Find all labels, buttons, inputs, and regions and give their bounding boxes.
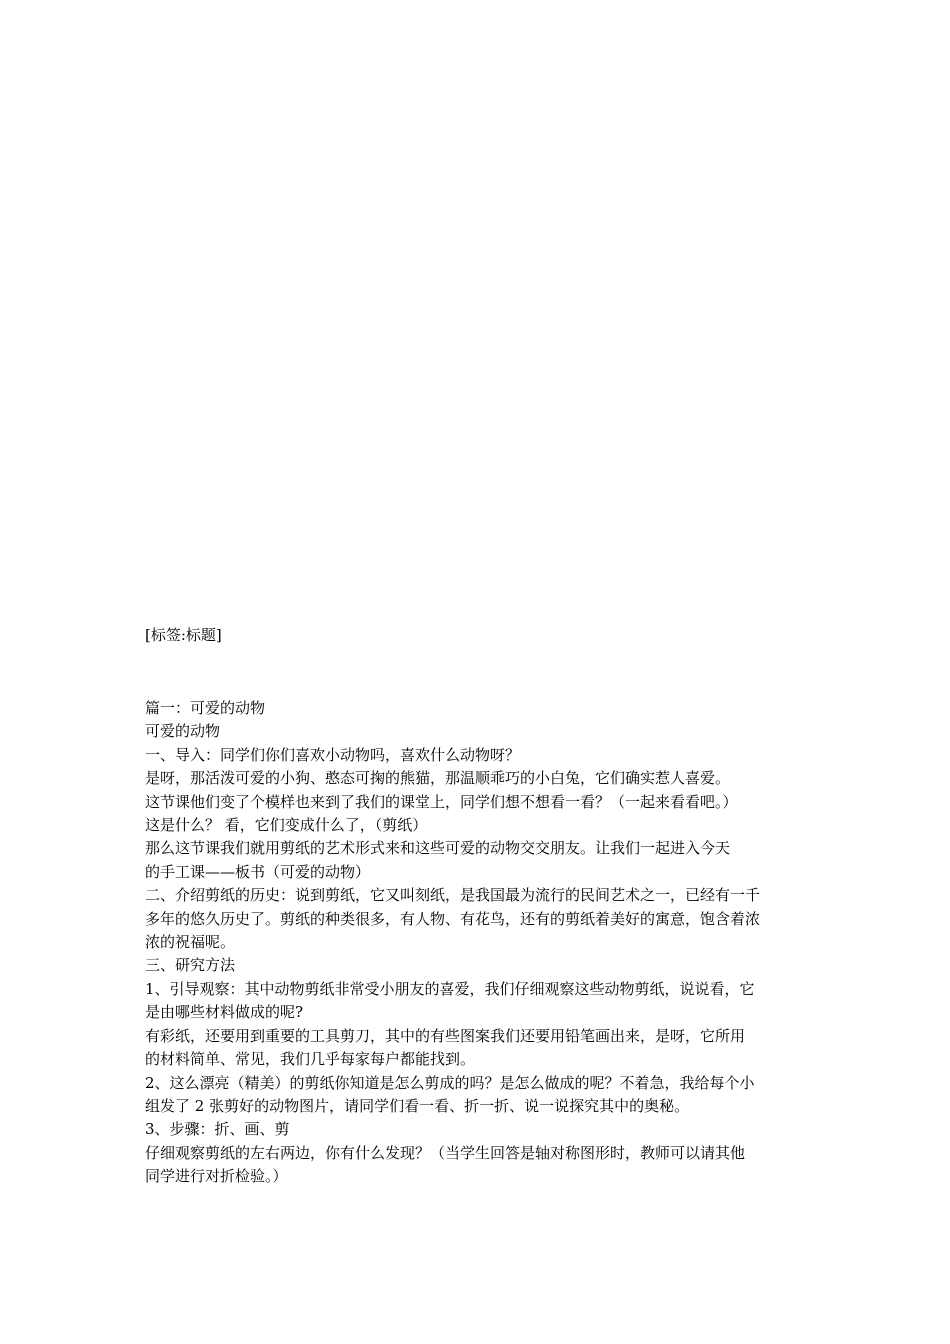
tag-label: [标签:标题]	[145, 626, 222, 644]
step-observe: 1、引导观察：其中动物剪纸非常受小朋友的喜爱，我们仔细观察这些动物剪纸，说说看，它	[145, 979, 755, 998]
paragraph-line: 有彩纸，还要用到重要的工具剪刀，其中的有些图案我们还要用铅笔画出来，是呀，它所用	[145, 1026, 746, 1045]
section-methods: 三、研究方法	[145, 956, 236, 975]
paragraph-line: 多年的悠久历史了。剪纸的种类很多，有人物、有花鸟，还有的剪纸着美好的寓意，饱含着浓	[145, 909, 761, 928]
paragraph-line: 仔细观察剪纸的左右两边，你有什么发现？（当学生回答是轴对称图形时，教师可以请其他	[145, 1143, 746, 1162]
paragraph-line: 的手工课——板书（可爱的动物）	[145, 862, 371, 881]
step-explore: 2、这么漂亮（精美）的剪纸你知道是怎么剪成的吗？是怎么做成的呢？不着急，我给每个小	[145, 1073, 755, 1092]
paragraph-line: 这是什么？ 看，它们变成什么了，（剪纸）	[145, 816, 428, 835]
paragraph-line: 组发了 2 张剪好的动物图片，请同学们看一看、折一折、说一说探究其中的奥秘。	[145, 1096, 690, 1115]
paragraph-line: 是由哪些材料做成的呢?	[145, 1003, 304, 1022]
paragraph-line: 的材料简单、常见，我们几乎每家每户都能找到。	[145, 1050, 476, 1069]
subheading-title: 可爱的动物	[145, 722, 221, 741]
paragraph-line: 浓的祝福呢。	[145, 933, 236, 952]
paragraph-line: 那么这节课我们就用剪纸的艺术形式来和这些可爱的动物交交朋友。让我们一起进入今天	[145, 839, 731, 858]
heading-article-one: 篇一：可爱的动物	[145, 699, 266, 717]
paragraph-line: 是呀，那活泼可爱的小狗、憨态可掬的熊猫，那温顺乖巧的小白兔，它们确实惹人喜爱。	[145, 769, 731, 788]
step-procedure: 3、步骤：折、画、剪	[145, 1120, 290, 1139]
paragraph-line: 这节课他们变了个模样也来到了我们的课堂上，同学们想不想看一看？（一起来看看吧。）	[145, 792, 738, 811]
section-history: 二、介绍剪纸的历史：说到剪纸，它又叫刻纸，是我国最为流行的民间艺术之一，已经有一千	[145, 886, 761, 905]
section-intro: 一、导入：同学们你们喜欢小动物吗，喜欢什么动物呀？	[145, 745, 521, 764]
document-body	[145, 697, 809, 1189]
paragraph-line: 同学进行对折检验。）	[145, 1167, 288, 1186]
